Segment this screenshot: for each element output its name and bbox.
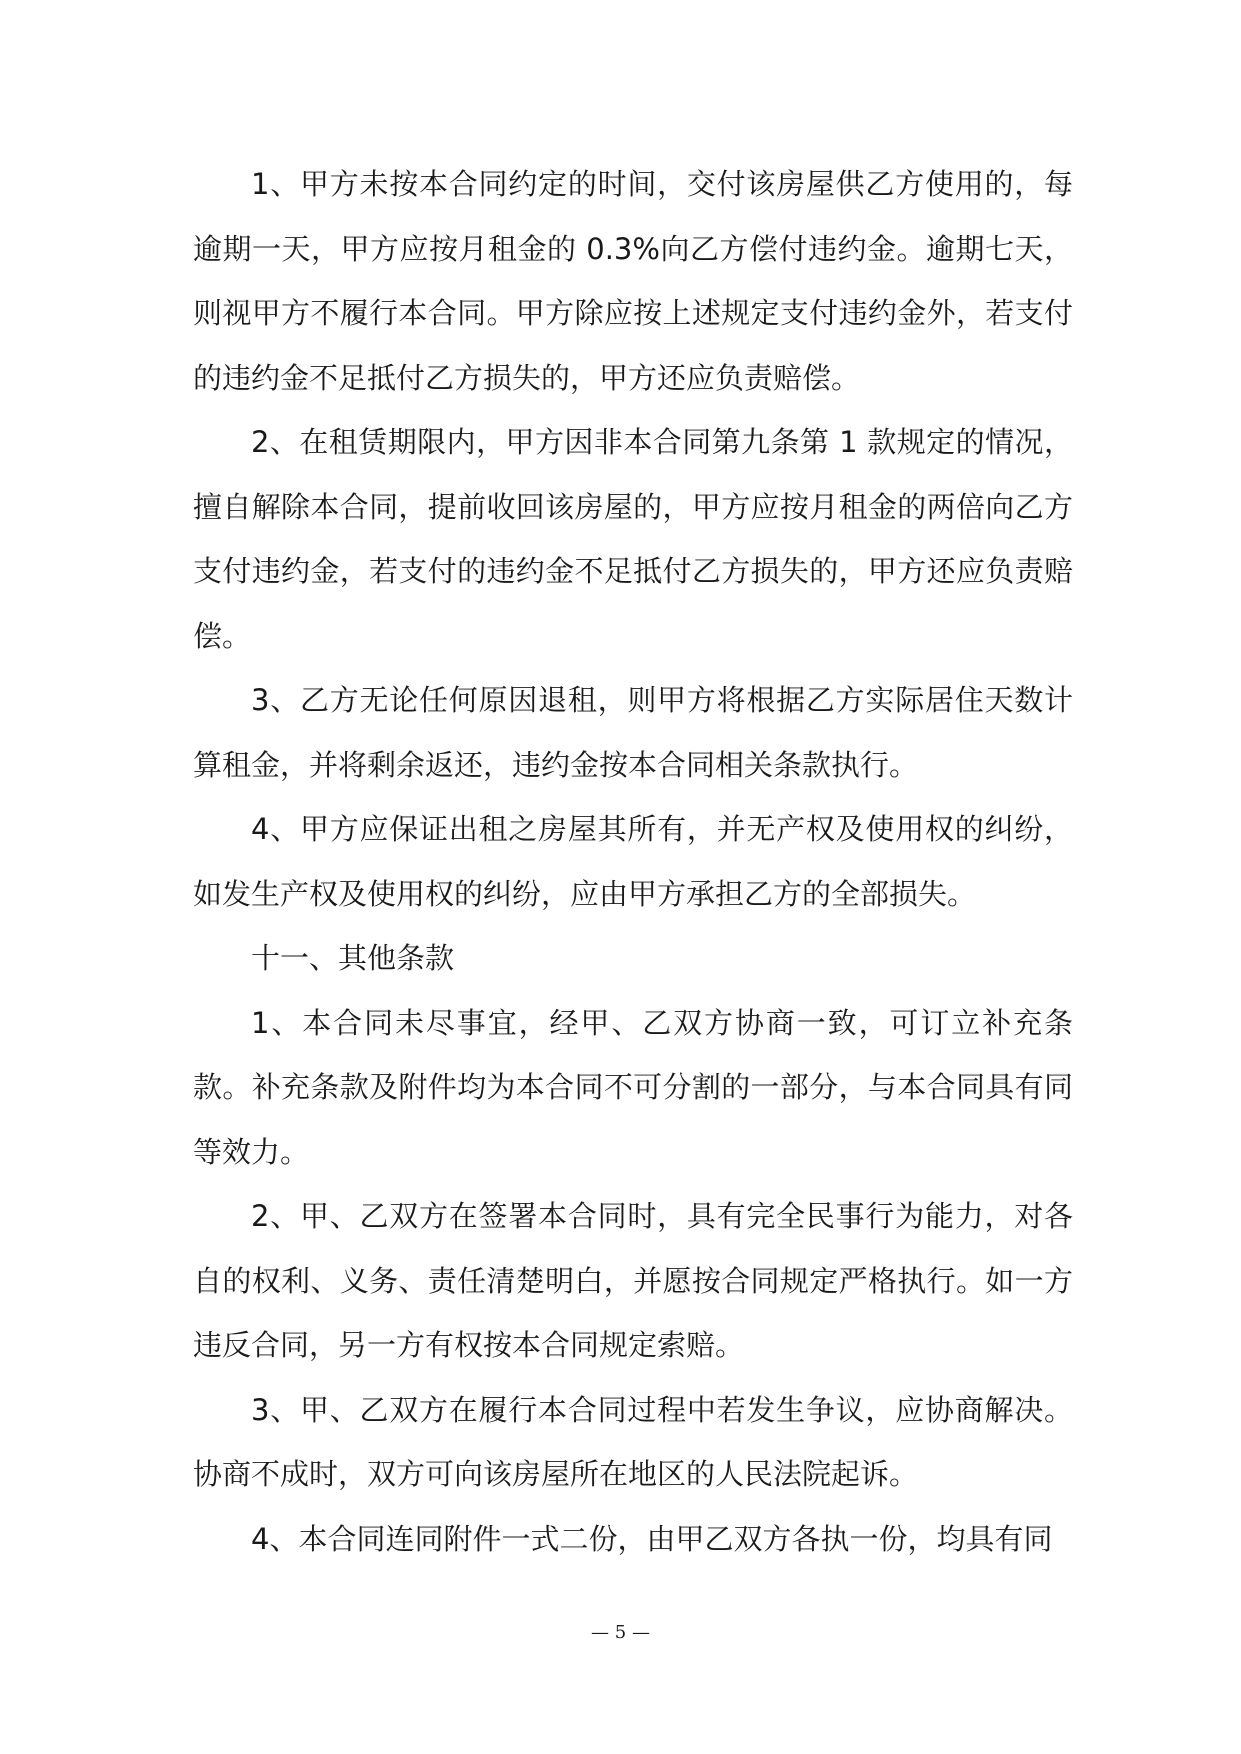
clause-civil-capacity: 2、甲、乙双方在签署本合同时，具有完全民事行为能力，对各自的权利、义务、责任清楚明白，并愿按合同规定严格执行。如一方违反合同，另一方有权按本合同规定索赔。: [193, 1199, 1073, 1362]
clause-landlord-ownership-guarantee: 4、甲方应保证出租之房屋其所有，并无产权及使用权的纠纷，如发生产权及使用权的纠纷，应由甲方承担乙方的全部损失。: [193, 812, 1073, 911]
clause-tenant-withdrawal: 3、乙方无论任何原因退租，则甲方将根据乙方实际居住天数计算租金，并将剩余返还，违约金按本合同相关条款执行。: [193, 683, 1073, 782]
page-number: — 5 —: [591, 1622, 650, 1643]
section-heading-other-terms: 十一、其他条款: [251, 941, 455, 975]
document-body: [193, 152, 1073, 1571]
clause-breach-landlord-late-delivery: 1、甲方未按本合同约定的时间，交付该房屋供乙方使用的，每逾期一天，甲方应按月租金的 0.3%向乙方偿付违约金。逾期七天，则视甲方不履行本合同。甲方除应按上述规定支付违约金外，若支付的违约金不足抵付乙方损失的，甲方还应负责赔偿。: [193, 167, 1073, 395]
clause-supplementary-terms: 1、本合同未尽事宜，经甲、乙双方协商一致，可订立补充条款。补充条款及附件均为本合同不可分割的一部分，与本合同具有同等效力。: [193, 1005, 1073, 1169]
clause-dispute-resolution: 3、甲、乙双方在履行本合同过程中若发生争议，应协商解决。协商不成时，双方可向该房屋所在地区的人民法院起诉。: [193, 1392, 1073, 1491]
clause-copies: 4、本合同连同附件一式二份，由甲乙双方各执一份，均具有同: [251, 1521, 1053, 1556]
clause-breach-landlord-early-termination: 2、在租赁期限内，甲方因非本合同第九条第 1 款规定的情况，擅自解除本合同，提前收回该房屋的，甲方应按月租金的两倍向乙方支付违约金，若支付的违约金不足抵付乙方损失的，甲方还应负责赔偿。: [193, 425, 1073, 653]
